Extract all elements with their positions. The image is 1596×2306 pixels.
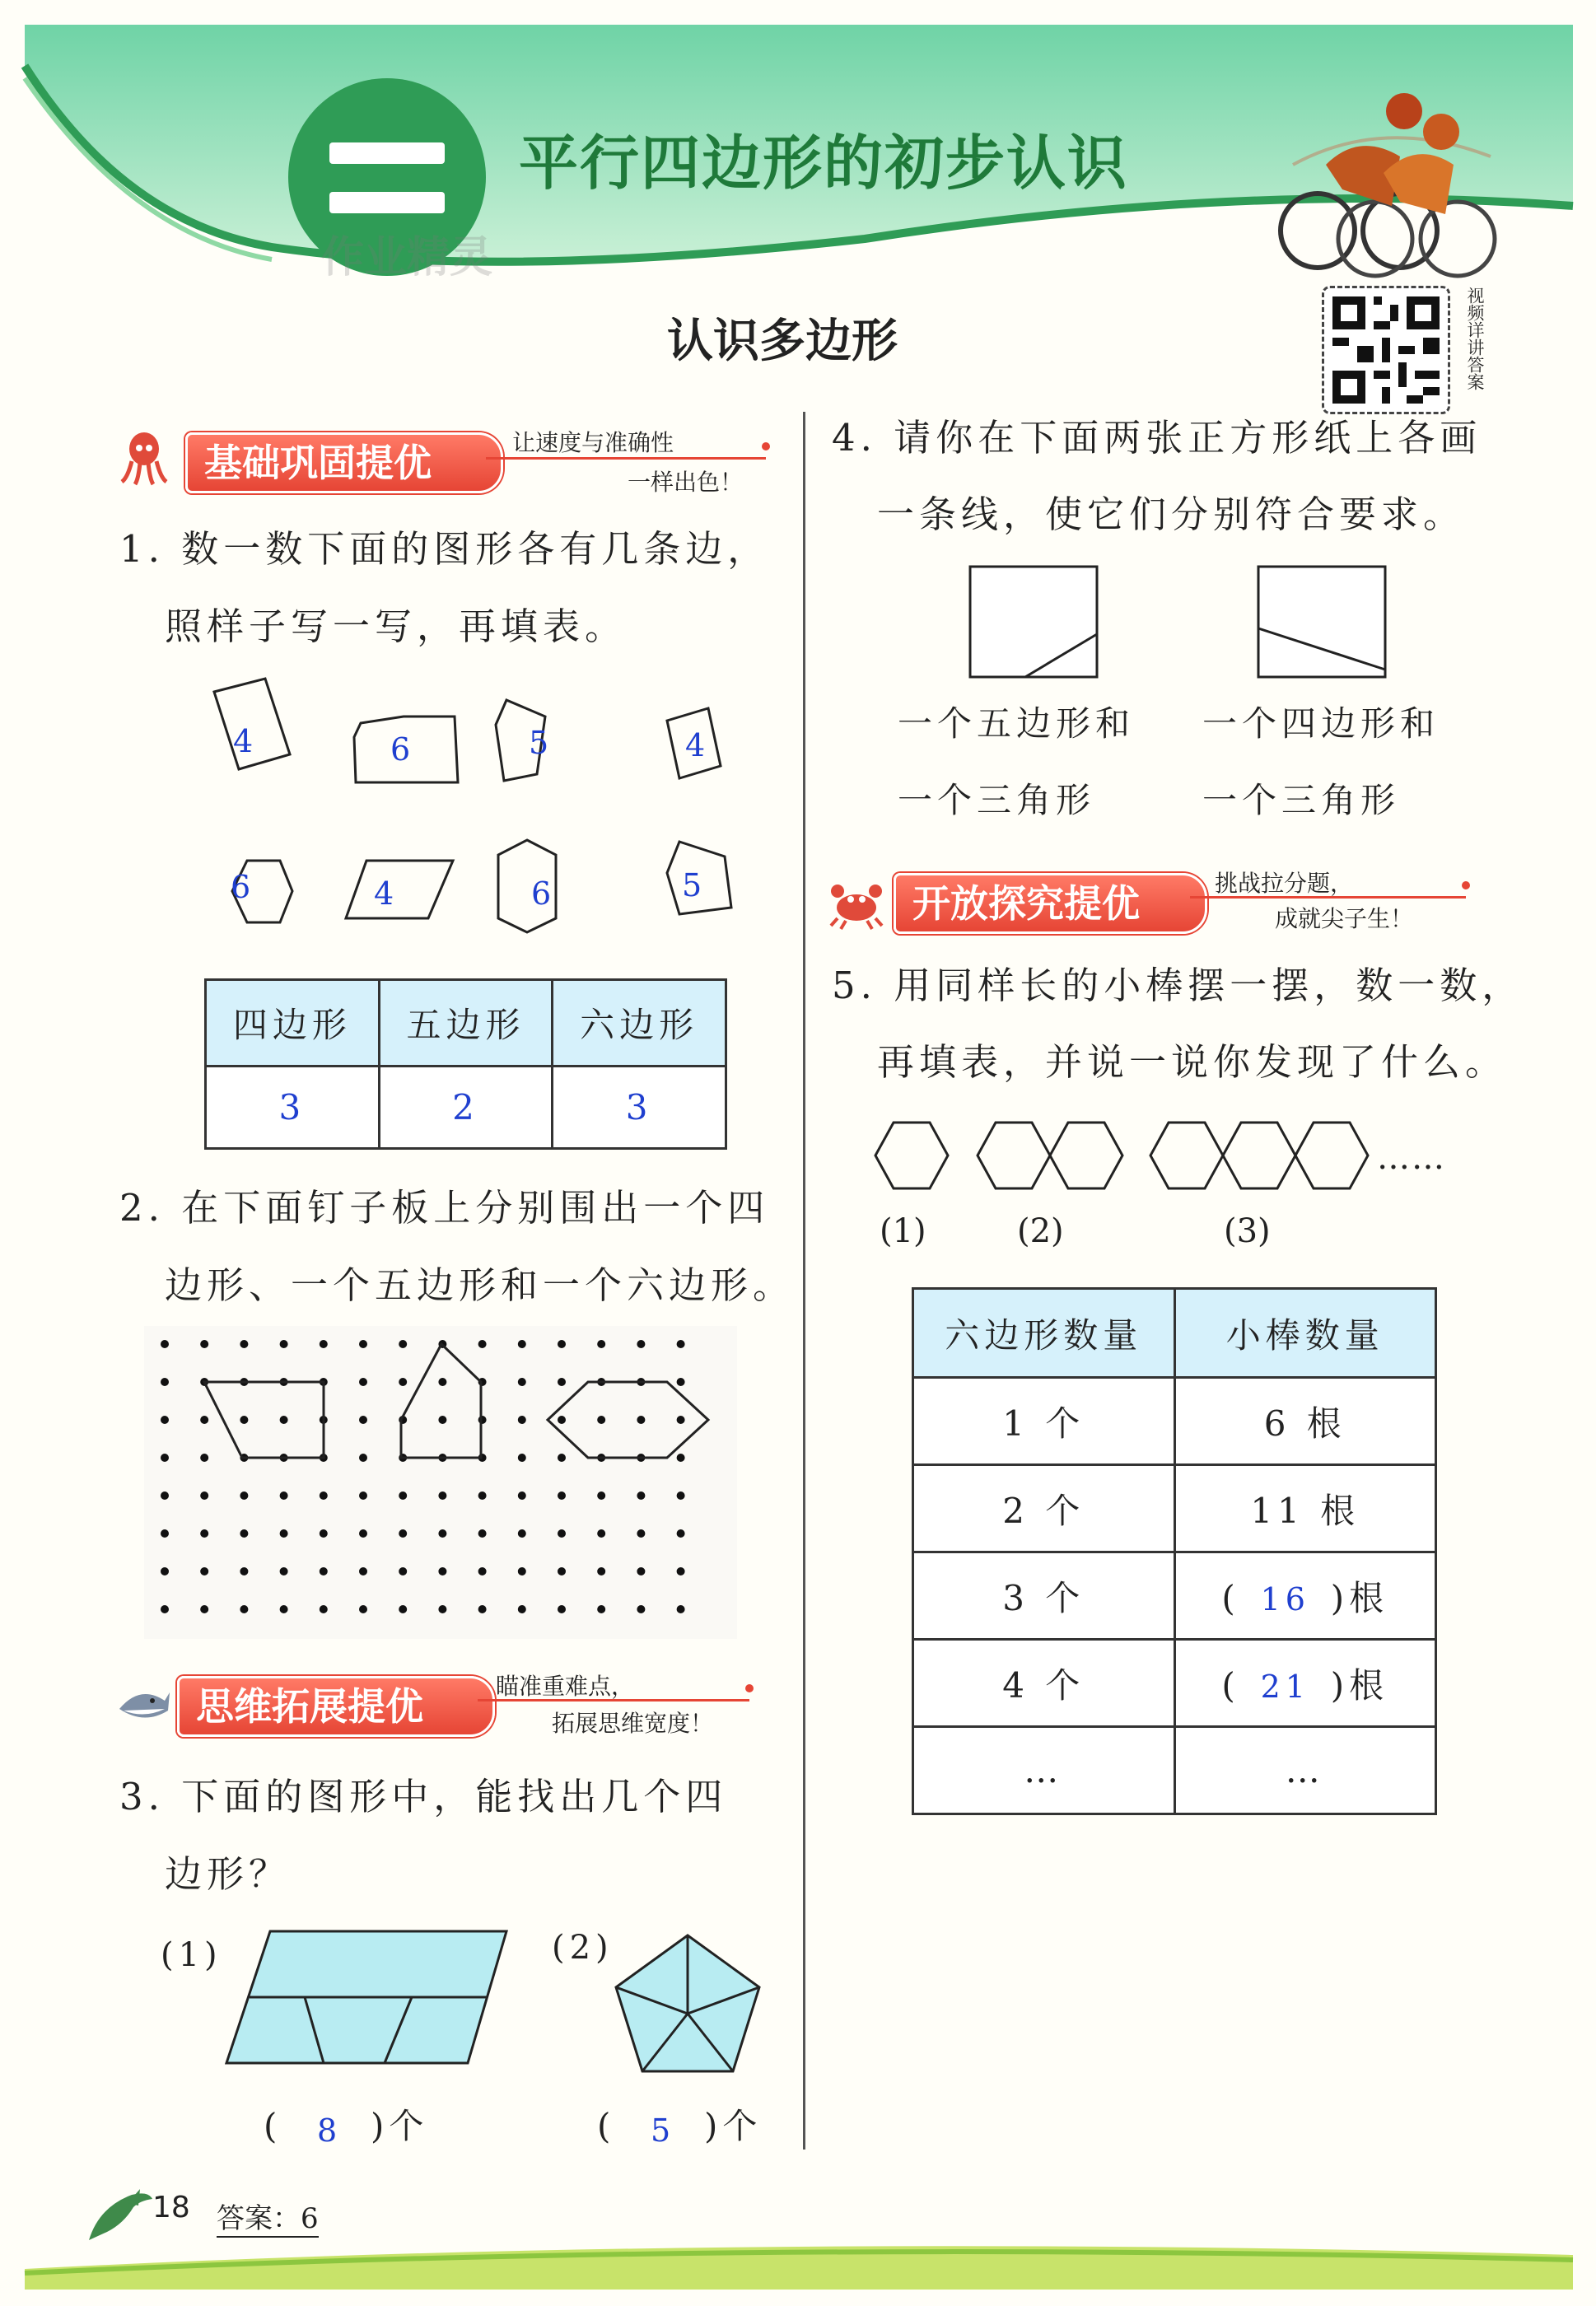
slogan-line: 挑战拉分题， [1215,870,1354,897]
nail-dot [399,1529,407,1538]
nail-dot [280,1529,288,1538]
nail-dot [518,1491,526,1500]
banner-dot [762,442,770,450]
q1-shapes [181,675,758,947]
nail-dot [438,1491,446,1500]
nail-dot [518,1605,526,1613]
table-row [913,1378,1436,1465]
q4-square-right [1256,564,1388,679]
question-4-line2: 一条线，使它们分别符合要求。 [877,492,1466,536]
page-number: 18 [152,2191,190,2224]
q4-caption: 一个五边形和 [898,703,1136,744]
nail-dot [558,1567,566,1575]
q3-answer-open: ( [264,2106,282,2146]
q5-table [912,1287,1437,1815]
question-5-line2: 再填表，并说一说你发现了什么。 [877,1040,1508,1084]
nail-dot [518,1567,526,1575]
q5-ellipsis: …… [1377,1139,1446,1177]
shape-side-count: 5 [682,867,702,903]
nail-dot [240,1605,248,1613]
banner-dot [1462,881,1470,889]
table-row [913,1552,1436,1640]
nail-dot [637,1416,645,1424]
nail-dot [161,1378,169,1386]
table-header: 四边形 [206,980,380,1067]
nail-dot [597,1416,605,1424]
question-4-line1: 4. 请你在下面两张正方形纸上各画 [832,416,1482,460]
nail-dot [280,1567,288,1575]
nail-dot [320,1529,328,1538]
q3-parallelogram-figure [222,1927,519,2075]
shape-side-count: 5 [529,725,549,761]
nail-dot [597,1605,605,1613]
paren-close: )根 [1330,1577,1389,1618]
hexagon [1223,1123,1295,1188]
hexagon [978,1123,1050,1188]
chapter-title: 平行四边形的初步认识 [519,128,1129,198]
nail-dot [359,1454,367,1462]
nail-dot [200,1567,208,1575]
nail-dot [280,1416,288,1424]
nail-dot [558,1491,566,1500]
slogan-line: 让速度与准确性 [512,429,674,456]
table-row [913,1727,1436,1814]
hexagon-count: 3 个 [913,1552,1175,1640]
nail-dot [438,1605,446,1613]
nail-dot [518,1378,526,1386]
nail-dot [438,1416,446,1424]
nail-dot [558,1378,566,1386]
table-row [913,1465,1436,1552]
nail-dot [438,1567,446,1575]
nail-board [144,1326,737,1639]
nail-dot [677,1378,685,1386]
q3-answer-close: )个 [371,2106,429,2146]
nail-dot [558,1416,566,1424]
nail-dot [478,1491,487,1500]
question-5-line1: 5. 用同样长的小棒摆一摆，数一数， [832,964,1524,1007]
slogan-line: 成就尖子生！ [1275,905,1414,932]
q3-pentagon-figure [609,1931,766,2080]
nail-dot [161,1454,169,1462]
nail-dot [399,1605,407,1613]
nail-dot [200,1416,208,1424]
nail-dot [240,1529,248,1538]
nail-dot [280,1340,288,1348]
nail-dot [359,1378,367,1386]
nail-dot [518,1416,526,1424]
nail-dot [161,1491,169,1500]
nail-dot [399,1340,407,1348]
nail-dot [518,1454,526,1462]
cyclists-illustration [1260,66,1507,280]
nail-dot [161,1416,169,1424]
nail-dot [280,1491,288,1500]
table-answer[interactable]: 3 [553,1067,726,1149]
question-3-line2: 边形？ [165,1852,292,1896]
hexagon-count: … [913,1727,1175,1814]
nail-dot [518,1340,526,1348]
nail-dot [320,1340,328,1348]
nail-dot [240,1567,248,1575]
hexagon-count: 1 个 [913,1378,1175,1465]
nail-dot [240,1491,248,1500]
hexagon [1150,1123,1223,1188]
footer-answer-label: 答案：6 [217,2196,319,2238]
shape-side-count: 6 [531,875,552,912]
hexagon [1050,1123,1122,1188]
q3-answer-open: ( [597,2106,616,2146]
nail-dot [677,1605,685,1613]
slogan-line: 一样出色！ [628,469,744,496]
q4-caption: 一个三角形 [898,780,1096,820]
nail-dot [359,1491,367,1500]
nail-dot [677,1340,685,1348]
paren-open: ( [1221,1577,1240,1618]
table-header: 六边形 [553,980,726,1067]
shape-side-count: 4 [233,723,254,759]
hexagon [1295,1123,1368,1188]
nail-dot [478,1605,487,1613]
shape-quadrilateral [346,861,453,918]
q4-caption: 一个四边形和 [1202,703,1440,744]
banner-dot [745,1684,754,1692]
nail-dot [478,1340,487,1348]
nail-dot [200,1529,208,1538]
nail-dot [558,1454,566,1462]
nail-dot [399,1567,407,1575]
hexagon [875,1123,948,1188]
nail-dot [597,1491,605,1500]
qr-label: 视频详讲答案 [1465,287,1485,390]
table-header: 小棒数量 [1174,1289,1436,1378]
hexagon-count: 4 个 [913,1640,1175,1727]
q1-table [204,978,727,1150]
q4-caption: 一个三角形 [1202,780,1401,820]
table-row [913,1640,1436,1727]
table-header: 五边形 [379,980,553,1067]
crab-mascot-icon [828,873,885,931]
q5-hexagon-chain [869,1116,1462,1198]
shape-side-count: 4 [685,727,706,763]
slogan-line: 瞄准重难点， [496,1673,635,1700]
nail-dot [161,1340,169,1348]
section-banner-thinking: 思维拓展提优 [177,1676,495,1737]
q3-figure-label: (2) [552,1929,614,1967]
nail-dot [637,1605,645,1613]
table-answer[interactable]: 2 [379,1067,553,1149]
nail-dot [478,1416,487,1424]
stick-answer[interactable]: 16 [1260,1580,1310,1617]
watermark: 作业精灵 [321,233,493,282]
nail-dot [399,1491,407,1500]
nail-dot [677,1567,685,1575]
nail-dot [478,1529,487,1538]
nail-dot [438,1529,446,1538]
stick-count: 11 根 [1174,1465,1436,1552]
nail-dot [320,1567,328,1575]
shape-side-count: 4 [374,875,394,912]
lesson-title: 认识多边形 [667,315,898,368]
paren-close: )根 [1330,1664,1389,1706]
stick-count: … [1174,1727,1436,1814]
paren-open: ( [1221,1664,1240,1706]
q3-answer-close: )个 [704,2106,763,2146]
nail-dot [597,1340,605,1348]
shape-side-count: 6 [231,869,251,905]
nail-dot [320,1491,328,1500]
table-answer[interactable]: 3 [206,1067,380,1149]
nail-dot [320,1605,328,1613]
nail-dot [200,1605,208,1613]
q5-figure-label: (2) [1017,1212,1064,1250]
q3-answer-2[interactable]: 5 [651,2112,671,2149]
nail-dot [518,1529,526,1538]
qr-code[interactable] [1322,286,1450,414]
nail-dot [240,1416,248,1424]
stick-count: 6 根 [1174,1378,1436,1465]
stick-answer-cell [1174,1640,1436,1727]
nail-dot [161,1605,169,1613]
q4-square-left [968,564,1099,679]
nail-dot [200,1491,208,1500]
nail-dot [438,1378,446,1386]
nail-dot [359,1605,367,1613]
nail-dot [200,1340,208,1348]
nail-dot [677,1454,685,1462]
question-3-line1: 3. 下面的图形中，能找出几个四 [119,1775,728,1818]
nail-dot [478,1567,487,1575]
nail-dot [399,1378,407,1386]
nail-dot [677,1491,685,1500]
section-banner-open: 开放探究提优 [894,873,1207,934]
slogan-line: 拓展思维宽度！ [552,1710,714,1737]
q5-figure-label: (1) [880,1212,926,1250]
qr-pattern-icon [1324,288,1448,412]
stick-answer-cell [1174,1552,1436,1640]
column-divider [803,412,805,2150]
nail-dot [280,1605,288,1613]
nail-dot [637,1491,645,1500]
nail-dot [359,1567,367,1575]
question-2-line2: 边形、一个五边形和一个六边形。 [165,1263,796,1307]
stick-answer[interactable]: 21 [1260,1668,1310,1705]
q5-figure-label: (3) [1224,1212,1271,1250]
nail-dot [637,1529,645,1538]
nail-dot [161,1529,169,1538]
q3-figure-label: (1) [161,1936,222,1974]
nail-dot [597,1529,605,1538]
nail-dot [677,1416,685,1424]
shape-side-count: 6 [390,731,411,768]
nail-dot [637,1340,645,1348]
nail-dot [558,1605,566,1613]
nail-dot [597,1567,605,1575]
question-2-line1: 2. 在下面钉子板上分别围出一个四 [119,1186,770,1230]
question-1-line2: 照样子写一写，再填表。 [165,605,628,648]
nail-dot [240,1340,248,1348]
dolphin-icon [82,2182,156,2248]
squid-mascot-icon [115,428,173,486]
nail-dot [677,1529,685,1538]
shark-mascot-icon [115,1676,173,1734]
hexagon-count: 2 个 [913,1465,1175,1552]
nail-dot [359,1529,367,1538]
nail-dot [161,1567,169,1575]
nail-dot [637,1567,645,1575]
table-header: 六边形数量 [913,1289,1175,1378]
nail-dot [558,1529,566,1538]
nail-dot [200,1454,208,1462]
nail-dot [558,1340,566,1348]
nail-dot [359,1340,367,1348]
question-1-line1: 1. 数一数下面的图形各有几条边， [119,527,770,571]
q3-answer-1[interactable]: 8 [317,2112,338,2149]
section-banner-basic: 基础巩固提优 [185,432,503,493]
nail-dot [359,1416,367,1424]
